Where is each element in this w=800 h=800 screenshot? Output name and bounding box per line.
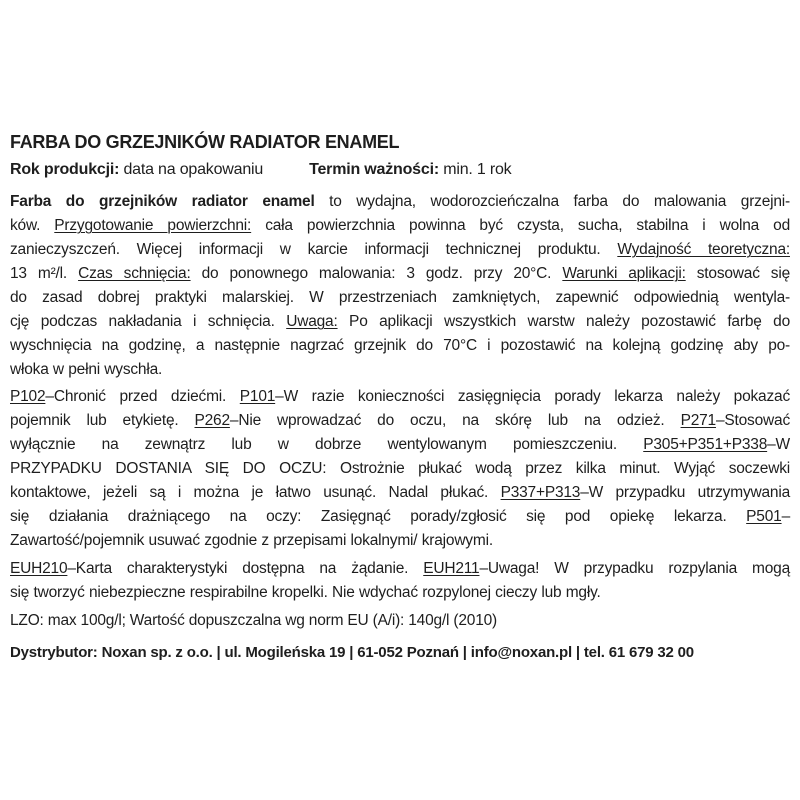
text-segment: –W — [767, 436, 790, 453]
text-line — [10, 581, 790, 605]
text-segment: stosować się — [685, 265, 791, 282]
underlined-text: Warunki aplikacji: — [562, 265, 686, 282]
text-segment: się działania drażniącego na oczy: Zasięgnąć porady/zgłosić się pod opiekę lekarza. — [10, 508, 747, 525]
text-line — [10, 262, 790, 286]
text-segment: – — [781, 508, 790, 525]
expiry-label: Termin ważności: — [309, 161, 439, 178]
text-line — [10, 529, 790, 553]
paragraph-safety-phrases — [10, 385, 790, 553]
text-line — [10, 481, 790, 505]
paragraph-euh-phrases — [10, 557, 790, 605]
text-segment: wyłącznie na zewnątrz lub w dobrze wentylowanym pomieszczeniu. — [10, 436, 644, 453]
text-segment: –Karta charakterystyki dostępna na żądanie. — [67, 560, 424, 577]
text-segment: –Nie wprowadzać do oczu, na skórę lub na odzież. — [229, 412, 681, 429]
underlined-text: Czas schnięcia: — [78, 265, 191, 282]
text-segment: –Chronić przed dziećmi. — [45, 388, 240, 405]
production-date-value: data na opakowaniu — [119, 161, 264, 178]
text-segment: do ponownego malowania: 3 godz. przy 20°C. — [190, 265, 563, 282]
text-segment: –W razie konieczności zasięgnięcia porady lekarza należy pokazać — [275, 388, 790, 405]
underlined-text: P337+P313 — [500, 484, 581, 501]
text-segment: PRZYPADKU DOSTANIA SIĘ DO OCZU: Ostrożnie płukać wodą przez kilka minut. Wyjąć soczewki — [10, 460, 790, 477]
expiry-value: min. 1 rok — [438, 161, 512, 178]
text-segment: kontaktowe, jeżeli są i można je łatwo usunąć. Nadal płukać. — [10, 484, 501, 501]
underlined-text: P102 — [10, 388, 46, 405]
production-expiry-line — [10, 159, 790, 181]
production-date-pair — [10, 161, 263, 178]
text-line — [10, 457, 790, 481]
text-line — [10, 238, 790, 262]
product-title: FARBA DO GRZEJNIKÓW RADIATOR ENAMEL — [10, 132, 400, 152]
underlined-text: P101 — [239, 388, 276, 405]
production-date-label: Rok produkcji: — [10, 161, 120, 178]
distributor-info: Dystrybutor: Noxan sp. z o.o. | ul. Mogileńska 19 | 61-052 Poznań | info@noxan.pl | tel. 61 679 32 00 — [10, 644, 694, 661]
underlined-text: P271 — [680, 412, 716, 429]
text-segment: cję podczas nakładania i schnięcia. — [10, 313, 287, 330]
text-segment: 13 m²/l. — [10, 265, 79, 282]
text-line — [10, 310, 790, 334]
paragraph-product-description — [10, 190, 790, 382]
underlined-text: P262 — [194, 412, 230, 429]
voc-statement: LZO: max 100g/l; Wartość dopuszczalna wg norm EU (A/i): 140g/l (2010) — [10, 612, 497, 629]
underlined-text: EUH210 — [10, 560, 68, 577]
text-segment: Po aplikacji wszystkich warstw należy pozostawić farbę do — [337, 313, 790, 330]
text-segment: ków. — [10, 217, 55, 234]
bold-text: Farba do grzejników radiator enamel — [10, 193, 315, 210]
text-segment: to wydajna, wodorozcieńczalna farba do malowania grzejni- — [314, 193, 790, 210]
text-segment: –Stosować — [715, 412, 790, 429]
text-line — [10, 433, 790, 457]
underlined-text: Wydajność teoretyczna: — [617, 241, 790, 258]
text-line — [10, 358, 790, 382]
text-segment: wyschnięcia na godzinę, a następnie nagrzać grzejnik do 70°C i pozostawić na kolejną godzinę aby po- — [10, 337, 790, 354]
text-segment: włoka w pełni wyschła. — [10, 361, 163, 378]
text-line — [10, 505, 790, 529]
text-segment: Zawartość/pojemnik usuwać zgodnie z przepisami lokalnymi/ krajowymi. — [10, 532, 493, 549]
text-segment: zanieczyszczeń. Więcej informacji w karcie informacji technicznej produktu. — [10, 241, 618, 258]
text-line — [10, 334, 790, 358]
text-segment: cała powierzchnia powinna być czysta, sucha, stabilna i wolna od — [251, 217, 790, 234]
text-segment: pojemnik lub etykietę. — [10, 412, 195, 429]
expiry-pair — [309, 161, 511, 178]
underlined-text: EUH211 — [423, 560, 480, 577]
text-line — [10, 557, 790, 581]
underlined-text: P501 — [746, 508, 782, 525]
text-segment: się tworzyć niebezpieczne respirabilne kropelki. Nie wdychać rozpylonej cieczy lub mgły. — [10, 584, 601, 601]
text-segment: –Uwaga! W przypadku rozpylania mogą — [479, 560, 790, 577]
underlined-text: Uwaga: — [286, 313, 338, 330]
text-line — [10, 214, 790, 238]
text-line — [10, 190, 790, 214]
text-segment: –W przypadku utrzymywania — [580, 484, 790, 501]
underlined-text: P305+P351+P338 — [643, 436, 768, 453]
text-segment: do zasad dobrej praktyki malarskiej. W przestrzeniach zamkniętych, zapewnić odpowiednią wentyla- — [10, 289, 790, 306]
text-line — [10, 286, 790, 310]
text-line — [10, 385, 790, 409]
text-line — [10, 409, 790, 433]
underlined-text: Przygotowanie powierzchni: — [54, 217, 252, 234]
